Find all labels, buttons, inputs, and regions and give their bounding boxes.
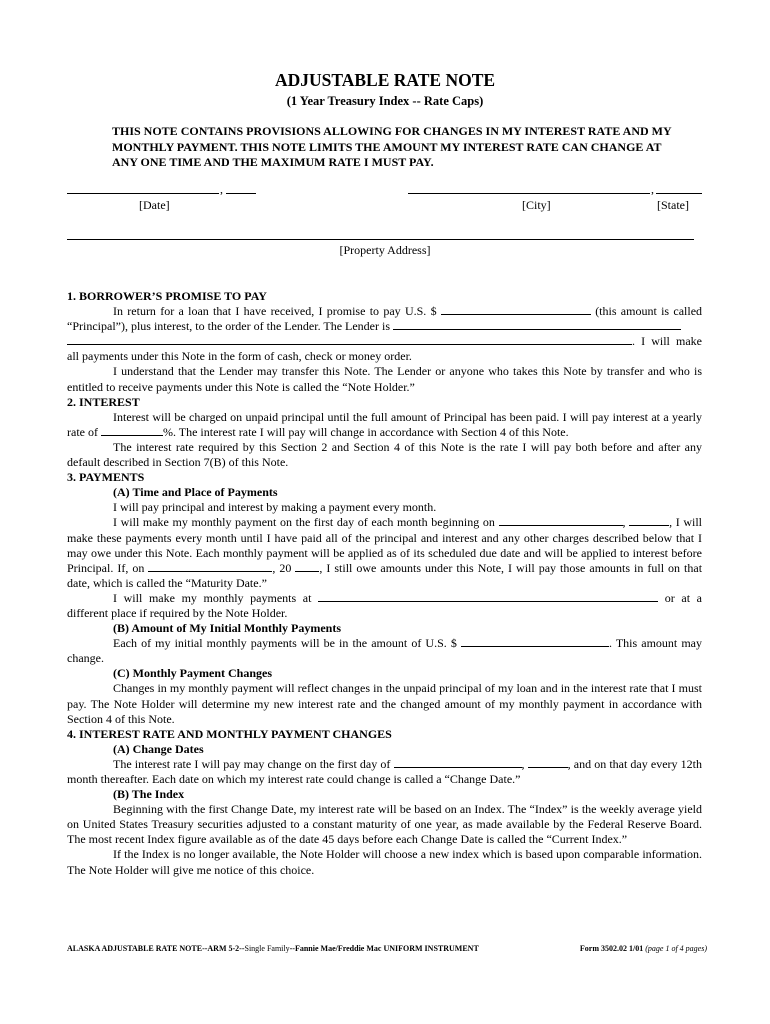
section-4a-heading: (A) Change Dates bbox=[113, 741, 204, 756]
document-subtitle: (1 Year Treasury Index -- Rate Caps) bbox=[286, 94, 484, 108]
section-2-heading: 2. INTEREST bbox=[67, 394, 140, 409]
section-1-heading: 1. BORROWER’S PROMISE TO PAY bbox=[67, 289, 267, 303]
state-label: [State] bbox=[657, 198, 689, 212]
section-3a-heading: (A) Time and Place of Payments bbox=[113, 485, 278, 500]
section-3c-heading: (C) Monthly Payment Changes bbox=[113, 666, 272, 681]
first-payment-year-blank[interactable] bbox=[629, 515, 669, 526]
section-3c-paragraph-1: Changes in my monthly payment will reflect changes in the unpaid principal of my loan and in the interest rate that I must pay. The Note Holder will determine my new interest rate and the changed amount of my monthly payment in accordance with Section 4 of this Note. bbox=[67, 681, 702, 726]
footer-form-number: Form 3502.02 1/01 (page 1 of 4 pages) bbox=[579, 944, 707, 953]
section-3a-paragraph-2: I will make my monthly payment on the first day of each month beginning on , , I will make these payments every month until I have paid all of the principal and interest and any other charges described below that I may owe under this Note. Each monthly payment will be applied as of its scheduled due date and will be applied to interest before Principal. If, on , 20 , I still owe amounts under this Note, I will pay those amounts in full on that date, which is called the “Maturity Date.” bbox=[67, 515, 703, 590]
date-line[interactable] bbox=[67, 193, 219, 194]
principal-amount-blank[interactable] bbox=[441, 304, 591, 315]
footer-page-count: (page 1 of 4 pages) bbox=[645, 944, 707, 953]
warning-notice: THIS NOTE CONTAINS PROVISIONS ALLOWING FOR CHANGES IN MY INTEREST RATE AND MY MONTHLY PAYMENT. THIS NOTE LIMITS THE AMOUNT MY INTEREST RATE CAN CHANGE AT ANY ONE TIME AND THE MAXIMUM RATE I MUST PAY. bbox=[112, 124, 672, 169]
section-4b-heading: (B) The Index bbox=[113, 787, 185, 802]
interest-rate-blank[interactable] bbox=[101, 425, 163, 436]
year-line[interactable] bbox=[226, 193, 256, 194]
section-3b-paragraph-1: Each of my initial monthly payments will be in the amount of U.S. $ . This amount may change. bbox=[67, 636, 702, 666]
monthly-payment-amount-blank[interactable] bbox=[461, 636, 609, 647]
lender-name-blank-2[interactable] bbox=[67, 334, 632, 345]
section-1-paragraph-1: In return for a loan that I have received, I promise to pay U.S. $ (this amount is called “Principal”), plus interest, to the order of the Lender. The Lender is . I will make all payments under this Note in the form of cash, check or money order. bbox=[67, 304, 703, 364]
section-4-heading: 4. INTEREST RATE AND MONTHLY PAYMENT CHANGES bbox=[67, 726, 392, 741]
section-3b-heading: (B) Amount of My Initial Monthly Payments bbox=[113, 621, 341, 636]
section-3-heading: 3. PAYMENTS bbox=[67, 470, 145, 485]
city-line[interactable] bbox=[408, 193, 650, 194]
section-2-paragraph-1: Interest will be charged on unpaid principal until the full amount of Principal has been paid. I will pay interest at a yearly rate of %. The interest rate I will pay will change in accordance with Section 4 of this Note. bbox=[67, 409, 702, 439]
section-4a-paragraph-1: The interest rate I will pay may change on the first day of , , and on that day every 12th month thereafter. Each date on which my interest rate could change is called a “Change Date.” bbox=[67, 756, 702, 786]
maturity-year-blank[interactable] bbox=[295, 561, 319, 572]
property-address-line[interactable] bbox=[67, 239, 694, 240]
section-4b-paragraph-2: If the Index is no longer available, the Note Holder will choose a new index which is based upon comparable information. The Note Holder will give me notice of this choice. bbox=[67, 847, 702, 877]
section-3a-paragraph-3: I will make my monthly payments at or at a different place if required by the Note Holder. bbox=[67, 590, 703, 620]
first-change-year-blank[interactable] bbox=[528, 757, 568, 768]
date-comma: , bbox=[220, 182, 223, 196]
first-payment-date-blank[interactable] bbox=[499, 515, 623, 526]
date-label: [Date] bbox=[139, 198, 170, 212]
note-body bbox=[67, 289, 702, 878]
lender-name-blank[interactable] bbox=[393, 319, 681, 330]
section-1-paragraph-2: I understand that the Lender may transfer this Note. The Lender or anyone who takes this Note by transfer and who is entitled to receive payments under this Note is called the “Note Holder.” bbox=[67, 364, 702, 394]
property-address-label: [Property Address] bbox=[339, 243, 431, 257]
first-change-date-blank[interactable] bbox=[394, 757, 522, 768]
city-comma: , bbox=[651, 182, 654, 196]
state-line[interactable] bbox=[656, 193, 702, 194]
payment-place-blank[interactable] bbox=[318, 591, 658, 602]
section-2-paragraph-2: The interest rate required by this Section 2 and Section 4 of this Note is the rate I will pay both before and after any default described in Section 7(B) of this Note. bbox=[67, 439, 702, 470]
city-label: [City] bbox=[522, 198, 551, 212]
section-3a-paragraph-1: I will pay principal and interest by making a payment every month. bbox=[113, 500, 437, 515]
section-4b-paragraph-1: Beginning with the first Change Date, my interest rate will be based on an Index. The “Index” is the weekly average yield on United States Treasury securities adjusted to a constant maturity of one year, as made available by the Federal Reserve Board. The most recent Index figure available as of the date 45 days before each Change Date is called the “Current Index.” bbox=[67, 802, 702, 847]
page-footer bbox=[67, 944, 707, 953]
document-title: ADJUSTABLE RATE NOTE bbox=[274, 70, 496, 90]
footer-form-title: ALASKA ADJUSTABLE RATE NOTE--ARM 5-2--Single Family--Fannie Mae/Freddie Mac UNIFORM INSTRUMENT bbox=[67, 944, 479, 953]
maturity-date-blank[interactable] bbox=[148, 561, 272, 572]
